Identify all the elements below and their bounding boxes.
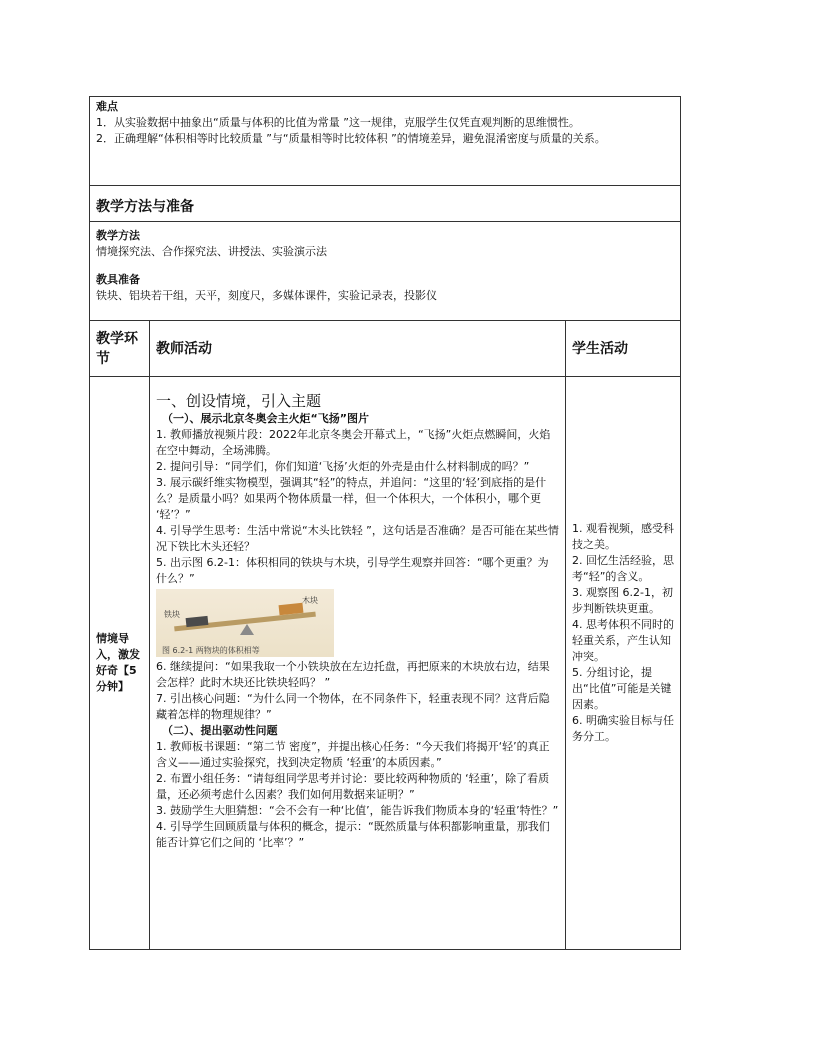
student-item: 1. 观看视频，感受科技之美。 xyxy=(572,522,674,551)
header-row xyxy=(90,321,681,377)
methods-text: 情境探究法、合作探究法、讲授法、实验演示法 xyxy=(96,245,327,258)
teacher-item: 2. 布置小组任务：“请每组同学思考并讨论：要比较两种物质的 ‘轻重’，除了看质量，还必须考虑什么因素？我们如何用数据来证明？” xyxy=(156,772,550,801)
balance-figure xyxy=(156,589,334,657)
methods-cell xyxy=(90,222,681,321)
header-student-cell xyxy=(566,321,681,377)
methods-title-cell xyxy=(90,186,681,222)
student-item: 3. 观察图 6.2-1，初步判断铁块更重。 xyxy=(572,586,673,615)
stage-cell xyxy=(90,377,150,950)
methods-label: 教学方法 xyxy=(96,229,140,242)
pivot-triangle xyxy=(240,624,254,635)
teacher-item: 3. 鼓励学生大胆猜想：“会不会有一种‘比值’，能告诉我们物质本身的‘轻重’特性？” xyxy=(156,804,559,817)
figure-label-iron: 铁块 xyxy=(164,610,180,619)
student-item: 5. 分组讨论，提出“比值”可能是关键因素。 xyxy=(572,666,672,711)
figure-caption: 图 6.2-1 两物块的体积相等 xyxy=(162,646,260,655)
section-title: 教学方法与准备 xyxy=(96,199,194,215)
teacher-item: 4. 引导学生回顾质量与体积的概念，提示：“既然质量与体积都影响重量，那我们能否计算它们之间的 ‘比率’？” xyxy=(156,820,550,849)
teacher-item: 1. 教师板书课题：“第二节 密度”，并提出核心任务：“今天我们将揭开‘轻’的真正含义——通过实验探究，找到决定物质 ‘轻重’的本质因素。” xyxy=(156,740,550,769)
header-teacher: 教师活动 xyxy=(156,340,212,357)
teacher-item: 4. 引导学生思考：生活中常说“木头比铁轻 ”，这句话是否准确？是否可能在某些情况下铁比木头还轻？ xyxy=(156,524,559,553)
teacher-activity-cell xyxy=(150,377,566,950)
difficulty-item: 2．正确理解“体积相等时比较质量 ”与“质量相等时比较体积 ”的情境差异，避免混淆密度与质量的关系。 xyxy=(96,132,606,145)
subsection-title: （二）、提出驱动性问题 xyxy=(162,724,278,737)
student-activity-cell xyxy=(566,377,681,950)
figure-label-wood: 木块 xyxy=(302,596,318,605)
difficulty-title: 难点 xyxy=(96,100,118,113)
content-row xyxy=(90,377,681,950)
student-item: 4. 思考体积不同时的轻重关系，产生认知冲突。 xyxy=(572,618,674,663)
teacher-item: 3. 展示碳纤维实物模型，强调其“轻”的特点，并追问：“这里的‘轻’到底指的是什么？是质量小吗？如果两个物体质量一样，但一个体积大，一个体积小，哪个更 ‘轻’？” xyxy=(156,476,547,521)
teacher-item: 6. 继续提问：“如果我取一个小铁块放在左边托盘，再把原来的木块放右边，结果会怎样？此时木块还比铁块轻吗？ ” xyxy=(156,660,550,689)
difficulty-item: 1．从实验数据中抽象出“质量与体积的比值为常量 ”这一规律，克服学生仅凭直观判断的思维惯性。 xyxy=(96,116,580,129)
student-item: 6. 明确实验目标与任务分工。 xyxy=(572,714,674,743)
teacher-item: 7. 引出核心问题：“为什么同一个物体，在不同条件下，轻重表现不同？这背后隐藏着怎样的物理规律？” xyxy=(156,692,550,721)
stage-label: 情境导入，激发好奇【5分钟】 xyxy=(96,632,140,693)
teacher-item: 5. 出示图 6.2-1：体积相同的铁块与木块，引导学生观察并回答：“哪个更重？为什么？” xyxy=(156,556,549,585)
methods-title-row xyxy=(90,186,681,222)
tools-label: 教具准备 xyxy=(96,273,140,286)
header-stage: 教学环节 xyxy=(96,330,138,367)
header-teacher-cell xyxy=(150,321,566,377)
teacher-item: 1. 教师播放视频片段：2022年北京冬奥会开幕式上，“飞扬”火炬点燃瞬间，火焰在空中舞动，全场沸腾。 xyxy=(156,428,551,457)
difficulty-cell xyxy=(90,97,681,186)
difficulty-row xyxy=(90,97,681,186)
header-stage-cell xyxy=(90,321,150,377)
subsection-title: （一）、展示北京冬奥会主火炬“飞扬”图片 xyxy=(162,412,369,425)
lesson-plan-table xyxy=(89,96,681,950)
student-item: 2. 回忆生活经验，思考“轻”的含义。 xyxy=(572,554,674,583)
part-title: 一、创设情境，引入主题 xyxy=(156,392,322,410)
tools-text: 铁块、铝块若干组，天平，刻度尺，多媒体课件，实验记录表，投影仪 xyxy=(96,289,437,302)
teacher-item: 2. 提问引导：“同学们，你们知道‘飞扬’火炬的外壳是由什么材料制成的吗？” xyxy=(156,460,530,473)
header-student: 学生活动 xyxy=(572,340,628,357)
methods-row xyxy=(90,222,681,321)
